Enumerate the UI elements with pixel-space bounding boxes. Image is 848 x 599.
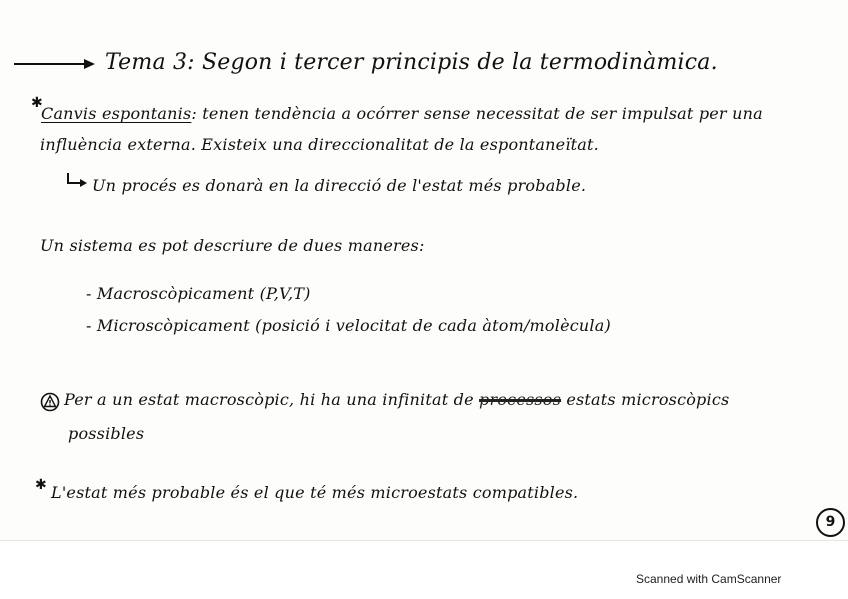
- final-note: L'estat més probable és el que té més microestats compatibles.: [51, 483, 579, 502]
- warning-icon: [40, 392, 60, 412]
- asterisk-icon: ✱: [35, 477, 47, 493]
- scanner-watermark: Scanned with CamScanner: [636, 572, 782, 586]
- spontaneous-changes-line-3: Un procés es donarà en la direcció de l'estat més probable.: [92, 176, 587, 195]
- asterisk-icon: ✱: [31, 95, 43, 111]
- spontaneous-changes-definition: : tenen tendència a ocórrer sense necessitat de ser impulsat per una: [191, 104, 763, 123]
- warning-note-line-1: [64, 390, 729, 409]
- struck-out-word: processos: [479, 390, 562, 409]
- page-number-badge: 9: [816, 508, 845, 537]
- warning-note-text-start: Per a un estat macroscòpic, hi ha una infinitat de: [64, 390, 480, 409]
- spontaneous-changes-line-2: influència externa. Existeix una direccionalitat de la espontaneïtat.: [40, 135, 599, 154]
- warning-note-line-2: possibles: [68, 424, 145, 443]
- list-item-microscopic: - Microscòpicament (posició i velocitat de cada àtom/molècula): [86, 316, 611, 335]
- list-item-macroscopic: - Macroscòpicament (P,V,T): [86, 284, 311, 303]
- page-title: Tema 3: Segon i tercer principis de la termodinàmica.: [105, 50, 718, 75]
- spontaneous-changes-heading: Canvis espontanis: [41, 104, 192, 123]
- description-intro: Un sistema es pot descriure de dues maneres:: [40, 236, 425, 255]
- corner-arrow-icon: [66, 172, 88, 188]
- spontaneous-changes-line-1: [41, 104, 763, 123]
- arrow-right-icon: [14, 57, 96, 71]
- warning-note-text-end: estats microscòpics: [561, 390, 730, 409]
